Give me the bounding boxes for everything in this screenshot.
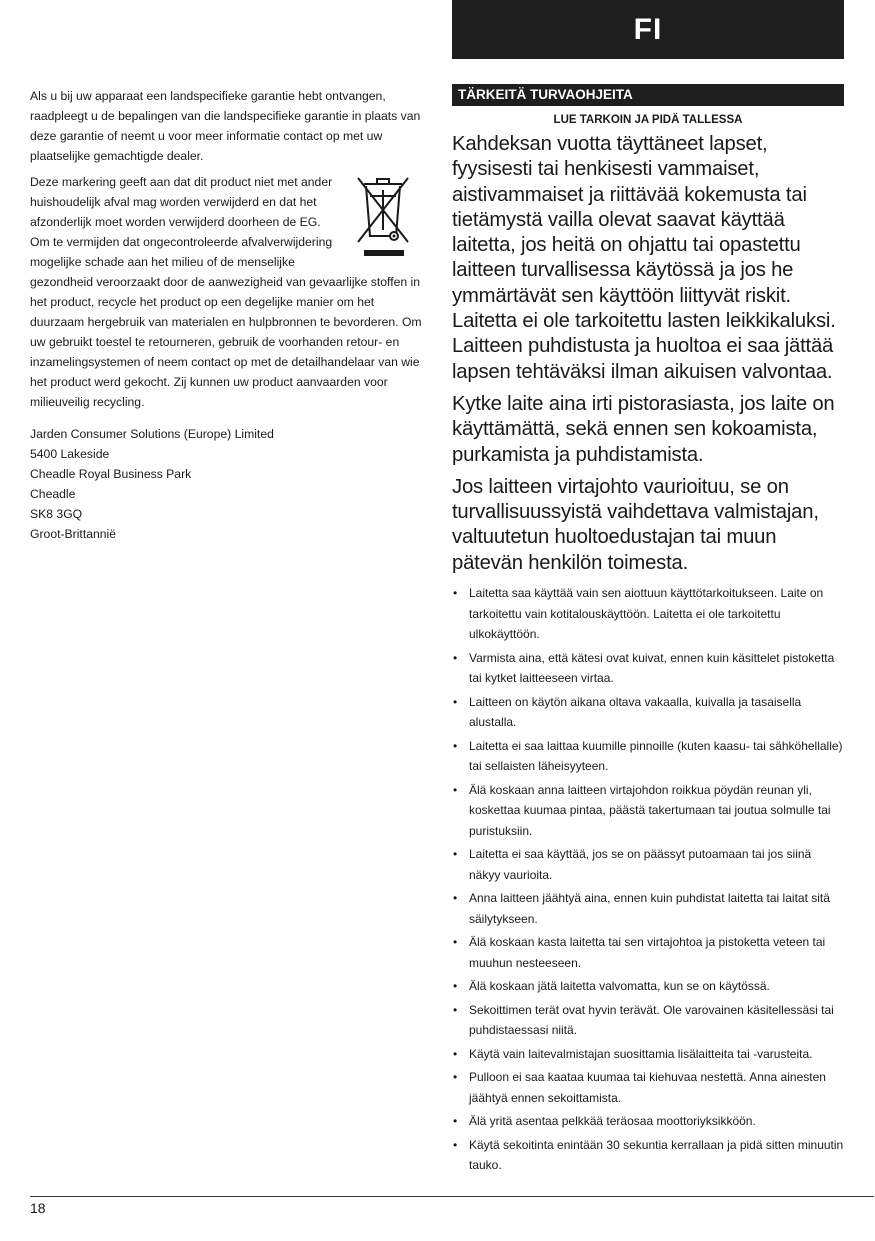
bullet-icon: • (453, 650, 458, 665)
read-and-keep-notice: LUE TARKOIN JA PIDÄ TALLESSA (553, 114, 743, 126)
bullet-icon: • (453, 1070, 458, 1085)
list-item (452, 1111, 844, 1132)
bullet-icon: • (453, 694, 458, 709)
list-item-text: Älä yritä asentaa pelkkää teräosaa moottoriyksikköön. (469, 1114, 756, 1129)
list-item-text: Älä koskaan jätä laitetta valvomatta, kun se on käytössä. (469, 979, 770, 994)
large-safety-paragraph: Kahdeksan vuotta täyttäneet lapset, fyysisesti tai henkisesti vammaiset, aistivammaiset ja riittävää kokemusta tai tietämystä vailla olevat saavat käyttää laitetta, jos heitä on ohjattu tai opastettu laitteen turvallisessa käytössä ja jos he ymmärtävät sen käyttöön liittyvät riskit. Laitetta ei ole tarkoitettu lasten leikkikaluksi. Laitteen puhdistusta ja huoltoa ei saa jättää lapsen tehtäväksi ilman aikuisen valvontaa. (452, 133, 836, 383)
address-line: SK8 3GQ (30, 507, 83, 521)
bullet-icon: • (453, 1046, 458, 1061)
list-item-text: Älä koskaan anna laitteen virtajohdon roikkua pöydän reunan yli, koskettaa kuumaa pintaa, päästä takertumaan tai joutua solmulle tai puristuksiin. (469, 782, 831, 838)
list-item-text: Sekoittimen terät ovat hyvin terävät. Ole varovainen käsitellessäsi tai puhdistaessasi niitä. (469, 1002, 834, 1038)
weee-section (30, 172, 424, 412)
list-item (452, 583, 844, 645)
list-item-text: Laitetta ei saa käyttää, jos se on päässyt putoamaan tai jos siinä näkyy vaurioita. (469, 847, 812, 882)
company-address (30, 424, 424, 544)
address-line: 5400 Lakeside (30, 447, 110, 461)
right-column (452, 84, 844, 1179)
list-item (452, 1135, 844, 1176)
warranty-paragraph: Als u bij uw apparaat een landspecifieke garantie hebt ontvangen, raadpleegt u de bepalingen van die landspecifieke garantie in plaats van deze garantie of neemt u voor meer informatie contact op met uw plaatselijke gemachtigde dealer. (30, 89, 421, 163)
bullet-icon: • (453, 891, 458, 906)
bullet-icon: • (453, 935, 458, 950)
bullet-icon: • (453, 1002, 458, 1017)
address-line: Jarden Consumer Solutions (Europe) Limited (30, 427, 274, 441)
bullet-icon: • (453, 586, 458, 601)
list-item-text: Käytä vain laitevalmistajan suosittamia lisälaitteita tai -varusteita. (469, 1046, 813, 1061)
list-item-text: Laitetta saa käyttää vain sen aiottuun käyttötarkoitukseen. Laite on tarkoitettu vain kotitalouskäyttöön. Laitetta ei ole tarkoitettu ulkokäyttöön. (469, 586, 824, 642)
list-item (452, 736, 844, 777)
list-item-text: Varmista aina, että kätesi ovat kuivat, ennen kuin käsittelet pistoketta tai kytket laitteeseen virtaa. (469, 650, 835, 686)
page-number: 18 (30, 1200, 46, 1216)
list-item (452, 1044, 844, 1065)
list-item (452, 692, 844, 733)
weee-paragraph: Deze markering geeft aan dat dit product niet met ander huishoudelijk afval mag worden verwijderd en dat het afzonderlijk moet worden verwijderd doorheen de EG. Om te vermijden dat ongecontroleerde afvalverwijdering mogelijke schade aan het milieu of de menselijke gezondheid veroorzaakt door de aanwezigheid van gevaarlijke stoffen in het product, recycle het product op een degelijke manier om het duurzaam hergebruik van materialen en hulpbronnen te bevorderen. Om uw gebruikt toestel te retourneren, gebruik de voorhanden retour- en inzamelingsystemen of neem contact op met de detailhandelaar van wie het product werd gekocht. Zij kunnen uw product aanvaarden voor milieuveilig recycling. (30, 175, 422, 409)
bullet-icon: • (453, 782, 458, 797)
list-item (452, 888, 844, 929)
list-item-text: Käytä sekoitinta enintään 30 sekuntia kerrallaan ja pidä sitten minuutin tauko. (469, 1137, 844, 1173)
list-item-text: Älä koskaan kasta laitetta tai sen virtajohtoa ja pistoketta veteen tai muuhun nesteeseen. (469, 935, 826, 970)
bullet-icon: • (453, 979, 458, 994)
list-item (452, 1067, 844, 1108)
crossed-out-wheelie-bin-icon (352, 172, 414, 260)
bullet-icon: • (453, 847, 458, 862)
address-line: Groot-Brittannië (30, 527, 117, 541)
list-item (452, 780, 844, 842)
bullet-icon: • (453, 738, 458, 753)
address-line: Cheadle Royal Business Park (30, 467, 192, 481)
safety-bullet-list (452, 583, 844, 1176)
list-item-text: Pulloon ei saa kaataa kuumaa tai kiehuvaa nestettä. Anna ainesten jäähtyä ennen sekoittamista. (469, 1070, 826, 1105)
language-code: FI (633, 12, 663, 46)
language-tab (452, 0, 844, 59)
list-item-text: Anna laitteen jäähtyä aina, ennen kuin puhdistat laitetta tai laitat sitä säilytykseen. (469, 891, 830, 926)
list-item-text: Laitteen on käytön aikana oltava vakaalla, kuivalla ja tasaisella alustalla. (469, 694, 802, 730)
large-safety-paragraph: Jos laitteen virtajohto vaurioituu, se on turvallisuussyistä vaihdettava valmistajan, valtuutetun huoltoedustajan tai muun pätevän henkilön toimesta. (452, 475, 819, 574)
footer-divider (30, 1196, 874, 1197)
list-item (452, 932, 844, 973)
large-safety-paragraph: Kytke laite aina irti pistorasiasta, jos laite on käyttämättä, sekä ennen sen kokoamista, purkamista ja puhdistamista. (452, 392, 835, 466)
bullet-icon: • (453, 1114, 458, 1129)
list-item (452, 648, 844, 689)
bullet-icon: • (453, 1137, 458, 1152)
list-item-text: Laitetta ei saa laittaa kuumille pinnoille (kuten kaasu- tai sähköhellalle) tai sellaisten läheisyyteen. (469, 738, 843, 774)
list-item (452, 976, 844, 997)
address-line: Cheadle (30, 487, 76, 501)
left-column (30, 86, 424, 544)
list-item (452, 1000, 844, 1041)
section-title: TÄRKEITÄ TURVAOHJEITA (452, 84, 844, 106)
list-item (452, 844, 844, 885)
